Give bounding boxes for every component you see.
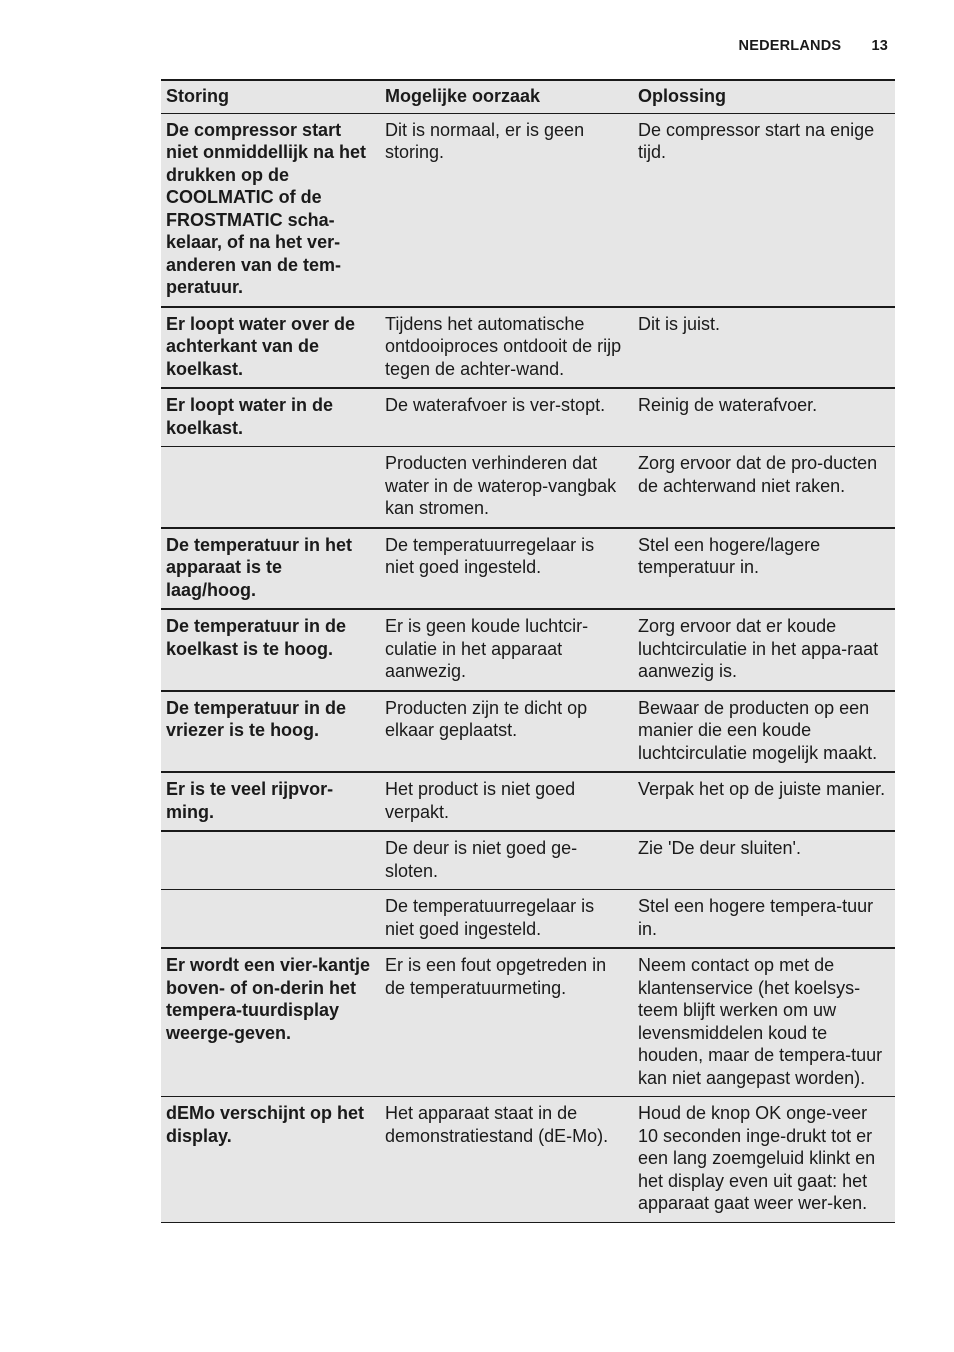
table-row <box>161 890 895 949</box>
cell-storing: Er loopt water in de koelkast. <box>166 395 334 438</box>
cell-oorzaak: De temperatuurregelaar is niet goed ingesteld. <box>385 534 595 577</box>
column-header-oplossing: Oplossing <box>638 86 727 106</box>
cell-storing: Er wordt een vier-kantje boven- of on-derin het tempera-tuurdisplay weerge-geven. <box>166 955 371 1043</box>
table-row <box>161 772 895 831</box>
table-row <box>161 307 895 389</box>
table-row <box>161 528 895 610</box>
cell-oorzaak: Producten zijn te dicht op elkaar geplaatst. <box>385 697 588 740</box>
cell-oplossing: Houd de knop OK onge-veer 10 seconden inge-drukt tot er een lang zoemgeluid klinkt en het display even uit gaat: het apparaat gaat weer wer-ken. <box>638 1103 876 1213</box>
cell-storing: De temperatuur in het apparaat is te laag/hoog. <box>166 534 353 600</box>
cell-storing: Er is te veel rijpvor-ming. <box>166 779 334 822</box>
cell-oorzaak: Dit is normaal, er is geen storing. <box>385 119 585 162</box>
cell-oorzaak: Er is een fout opgetreden in de temperatuurmeting. <box>385 955 607 998</box>
table-row <box>161 447 895 528</box>
table-row <box>161 831 895 890</box>
cell-storing <box>161 831 380 890</box>
cell-oorzaak: De deur is niet goed ge-sloten. <box>385 838 578 881</box>
cell-storing: De compressor start niet onmiddellijk na het drukken op de COOLMATIC of de FROSTMATIC scha-kelaar, of na het ver-anderen van de tem-peratuur. <box>166 119 367 297</box>
cell-storing <box>161 890 380 949</box>
cell-oorzaak: Het product is niet goed verpakt. <box>385 779 576 822</box>
cell-oplossing: Bewaar de producten op een manier die een koude luchtcirculatie mogelijk maakt. <box>638 697 878 763</box>
cell-storing: dEMo verschijnt op het display. <box>166 1103 365 1146</box>
cell-storing: Er loopt water over de achterkant van de koelkast. <box>166 313 356 379</box>
header-language: NEDERLANDS <box>738 38 842 54</box>
table-row <box>161 1097 895 1223</box>
cell-oorzaak: De waterafvoer is ver-stopt. <box>385 395 606 415</box>
cell-oorzaak: De temperatuurregelaar is niet goed ingesteld. <box>385 896 595 939</box>
column-header-storing: Storing <box>166 86 229 106</box>
cell-oplossing: Verpak het op de juiste manier. <box>638 779 886 799</box>
cell-oplossing: De compressor start na enige tijd. <box>638 119 875 162</box>
column-header-oorzaak: Mogelijke oorzaak <box>385 86 541 106</box>
cell-oplossing: Stel een hogere tempera-tuur in. <box>638 896 874 939</box>
cell-oplossing: Neem contact op met de klantenservice (het koelsys-teem blijft werken om uw levensmiddelen koud te houden, maar de tempera-tuur kan niet aangepast worden). <box>638 955 883 1088</box>
cell-oorzaak: Tijdens het automatische ontdooiproces ontdooit de rijp tegen de achter-wand. <box>385 313 622 379</box>
troubleshooting-table <box>161 79 895 1223</box>
cell-oorzaak: Het apparaat staat in de demonstratiestand (dE-Mo). <box>385 1103 609 1146</box>
cell-oplossing: Reinig de waterafvoer. <box>638 395 818 415</box>
table-row <box>161 691 895 773</box>
cell-oplossing: Zorg ervoor dat de pro-ducten de achterwand niet raken. <box>638 453 878 496</box>
table-row <box>161 113 895 307</box>
table-row <box>161 388 895 447</box>
cell-storing <box>161 447 380 528</box>
table-row <box>161 609 895 691</box>
page-header <box>739 38 888 54</box>
cell-oplossing: Zie 'De deur sluiten'. <box>638 838 801 858</box>
cell-oplossing: Stel een hogere/lagere temperatuur in. <box>638 534 821 577</box>
table-header-row <box>161 80 895 113</box>
page-number: 13 <box>871 38 888 54</box>
cell-storing: De temperatuur in de koelkast is te hoog. <box>166 616 347 659</box>
cell-oplossing: Dit is juist. <box>638 313 721 334</box>
cell-oplossing: Zorg ervoor dat er koude luchtcirculatie in het appa-raat aanwezig is. <box>638 616 879 681</box>
cell-oorzaak: Er is geen koude luchtcir-culatie in het apparaat aanwezig. <box>385 616 589 681</box>
cell-oorzaak: Producten verhinderen dat water in de waterop-vangbak kan stromen. <box>385 453 617 518</box>
table-row <box>161 948 895 1097</box>
cell-storing: De temperatuur in de vriezer is te hoog. <box>166 697 347 740</box>
